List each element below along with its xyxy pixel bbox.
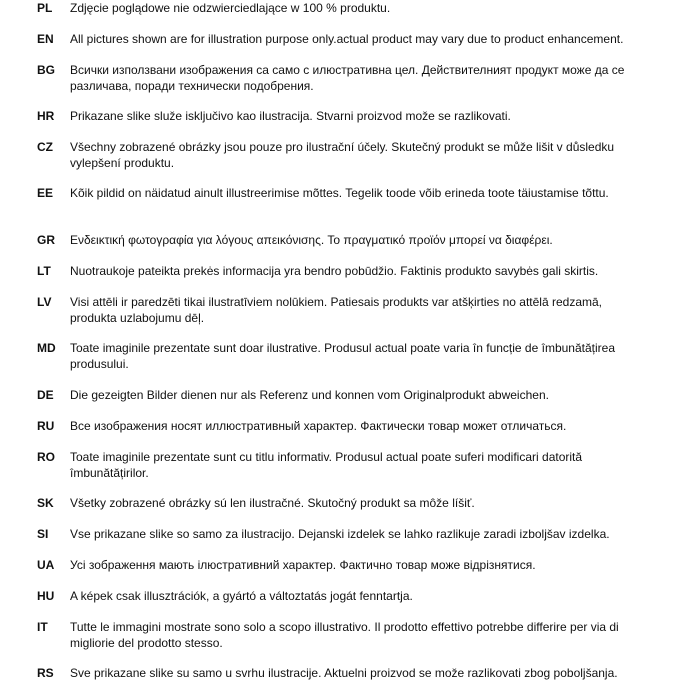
disclaimer-text: Всички използвани изображения са само с илюстративна цел. Действителният продукт може да се различава, поради технически подобрения.: [70, 63, 625, 93]
disclaimer-text: Vse prikazane slike so samo za ilustracijo. Dejanski izdelek se lahko razlikuje zaradi izboljšav izdelka.: [70, 527, 610, 541]
language-code: BG: [37, 63, 55, 77]
language-code: GR: [37, 233, 55, 247]
language-code: DE: [37, 388, 54, 402]
disclaimer-text: Toate imaginile prezentate sunt doar ilustrative. Produsul actual poate varia în funcție de îmbunătățirea produsului.: [70, 341, 615, 371]
disclaimer-text: Všechny zobrazené obrázky jsou pouze pro ilustrační účely. Skutečný produkt se může lišit v důsledku vylepšení produktu.: [70, 140, 615, 170]
language-code: PL: [37, 1, 53, 15]
language-code: RS: [37, 666, 54, 680]
language-code: MD: [37, 341, 56, 355]
disclaimer-text: Toate imaginile prezentate sunt cu titlu informativ. Produsul actual poate suferi modificari datorită îmbunătățirilor.: [70, 450, 583, 480]
language-code: LV: [37, 295, 52, 309]
disclaimer-text: All pictures shown are for illustration purpose only.actual product may vary due to product enhancement.: [70, 32, 624, 46]
language-code: SI: [37, 527, 49, 541]
language-code: RU: [37, 419, 55, 433]
language-code: EE: [37, 186, 54, 200]
disclaimer-text: Tutte le immagini mostrate sono solo a scopo illustrativo. Il prodotto effettivo potrebbe differire per via di migliorie del prodotto stesso.: [70, 620, 619, 650]
disclaimer-text: A képek csak illusztrációk, a gyártó a változtatás jogát fenntartja.: [70, 589, 413, 603]
disclaimer-text: Ενδεικτική φωτογραφία για λόγους απεικόνισης. Το πραγματικό προϊόν μπορεί να διαφέρει.: [70, 233, 553, 247]
disclaimer-text: Zdjęcie poglądowe nie odzwierciedlające w 100 % produktu.: [70, 1, 391, 15]
disclaimer-text: Prikazane slike služe isključivo kao ilustracija. Stvarni proizvod može se razlikovati.: [70, 109, 511, 123]
language-code: UA: [37, 558, 55, 572]
language-code: SK: [37, 496, 54, 510]
language-code: HU: [37, 589, 55, 603]
language-code: HR: [37, 109, 55, 123]
language-code: LT: [37, 264, 51, 278]
disclaimer-text: Visi attēli ir paredzēti tikai ilustratīviem nolūkiem. Patiesais produkts var atšķirties no attēlā redzamā, produkta uzlabojumu dēļ.: [70, 295, 603, 325]
language-code: EN: [37, 32, 54, 46]
disclaimer-text: Die gezeigten Bilder dienen nur als Referenz und konnen vom Originalprodukt abweichen.: [70, 388, 549, 402]
disclaimer-text: Все изображения носят иллюстративный характер. Фактически товар может отличаться.: [70, 419, 567, 433]
disclaimer-text: Усі зображення мають ілюстративний характер. Фактично товар може відрізнятися.: [70, 558, 536, 572]
disclaimer-text: Kõik pildid on näidatud ainult illustreerimise mõttes. Tegelik toode võib erineda toote täiustamise tõttu.: [70, 186, 609, 200]
language-code: CZ: [37, 140, 53, 154]
language-code: IT: [37, 620, 48, 634]
disclaimer-text: Všetky zobrazené obrázky sú len ilustračné. Skutočný produkt sa môže líšiť.: [70, 496, 475, 510]
language-code: RO: [37, 450, 55, 464]
disclaimer-text: Sve prikazane slike su samo u svrhu ilustracije. Aktuelni proizvod se može razlikovati zbog poboljšanja.: [70, 666, 618, 680]
disclaimer-text: Nuotraukoje pateikta prekės informacija yra bendro pobūdžio. Faktinis produkto savybės gali skirtis.: [70, 264, 599, 278]
